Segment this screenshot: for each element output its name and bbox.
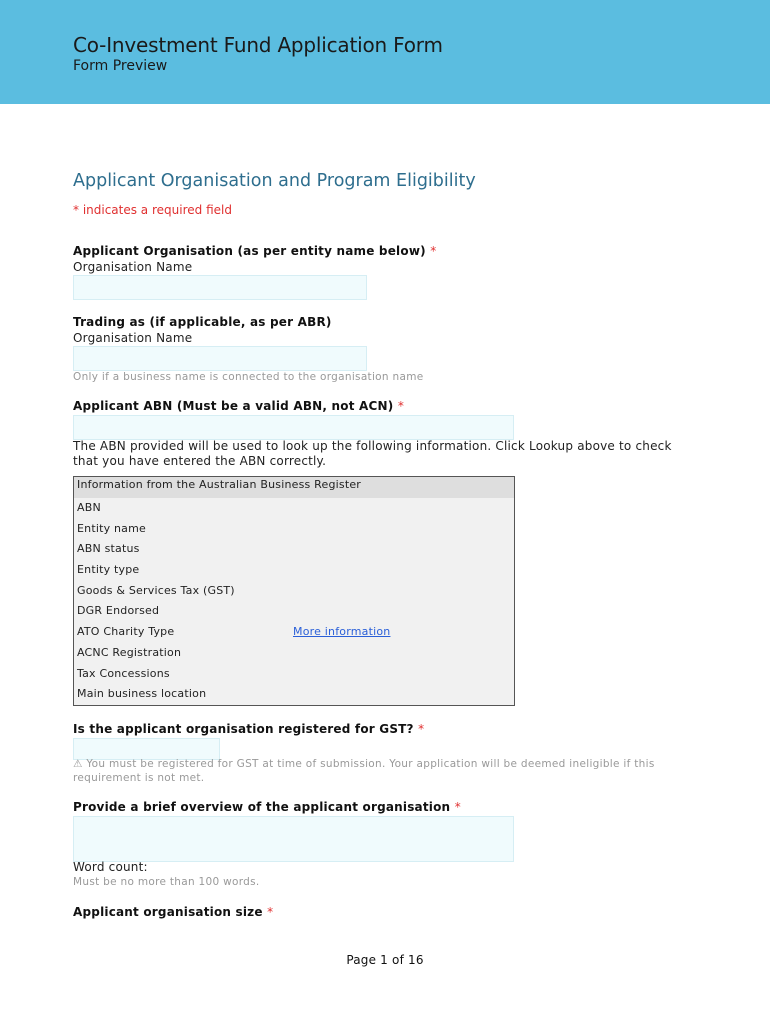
abr-info-heading: Information from the Australian Business Register: [74, 477, 514, 498]
abr-row-abn: ABN: [77, 501, 101, 514]
org-size-label-text: Applicant organisation size: [73, 905, 263, 919]
required-field-note: * indicates a required field: [73, 203, 232, 217]
abn-label: [73, 399, 404, 413]
overview-label-text: Provide a brief overview of the applicant organisation: [73, 800, 451, 814]
gst-label-text: Is the applicant organisation registered for GST?: [73, 722, 414, 736]
abn-description: The ABN provided will be used to look up the following information. Click Lookup above to check that you have entered the ABN correctly.: [73, 439, 672, 468]
applicant-org-label: [73, 244, 436, 258]
required-star: *: [397, 399, 405, 413]
abr-row-ato-charity-type: [74, 622, 514, 643]
abr-info-box: [73, 476, 515, 706]
applicant-org-sublabel: Organisation Name: [73, 260, 193, 274]
form-header: [0, 0, 770, 104]
required-star: *: [418, 722, 425, 736]
abr-row-acnc-registration: ACNC Registration: [77, 645, 182, 659]
word-count-label: Word count:: [73, 860, 148, 874]
gst-label: [73, 722, 424, 736]
overview-textarea[interactable]: [73, 816, 514, 862]
org-size-label: [73, 905, 273, 919]
trading-as-hint: Only if a business name is connected to the organisation name: [73, 371, 424, 383]
required-star: *: [267, 905, 274, 919]
form-title: Co-Investment Fund Application Form: [73, 33, 443, 57]
gst-warning: ⚠ You must be registered for GST at time of submission. Your application will be deemed ineligible if this requirement is not met.: [73, 758, 655, 784]
abr-row-tax-concessions: Tax Concessions: [77, 666, 170, 680]
required-star: *: [430, 244, 437, 258]
abr-row-gst: Goods & Services Tax (GST): [77, 583, 235, 597]
abn-label-text: Applicant ABN (Must be a valid ABN, not ACN): [73, 399, 394, 413]
trading-as-input[interactable]: [73, 346, 367, 371]
abr-row-ato-charity-type-label: ATO Charity Type: [77, 625, 175, 639]
trading-as-label: Trading as (if applicable, as per ABR): [73, 315, 332, 329]
abr-row-entity-type: Entity type: [77, 563, 140, 577]
abr-row-dgr-endorsed: DGR Endorsed: [77, 604, 160, 618]
overview-label: [73, 800, 461, 814]
required-star: *: [454, 800, 461, 814]
abr-row-abn-status: ABN status: [77, 542, 140, 556]
applicant-org-name-input[interactable]: [73, 275, 367, 300]
form-subtitle: Form Preview: [73, 58, 168, 74]
more-information-link[interactable]: More information: [293, 625, 391, 639]
applicant-org-label-text: Applicant Organisation (as per entity name below): [73, 244, 426, 258]
section-title: Applicant Organisation and Program Eligibility: [73, 171, 476, 191]
abr-row-main-business-location: Main business location: [77, 687, 207, 701]
page-number: Page 1 of 16: [346, 953, 424, 967]
trading-as-sublabel: Organisation Name: [73, 331, 193, 345]
overview-hint: Must be no more than 100 words.: [73, 876, 260, 888]
abn-input[interactable]: [73, 415, 514, 440]
abr-row-entity-name: Entity name: [77, 521, 147, 535]
